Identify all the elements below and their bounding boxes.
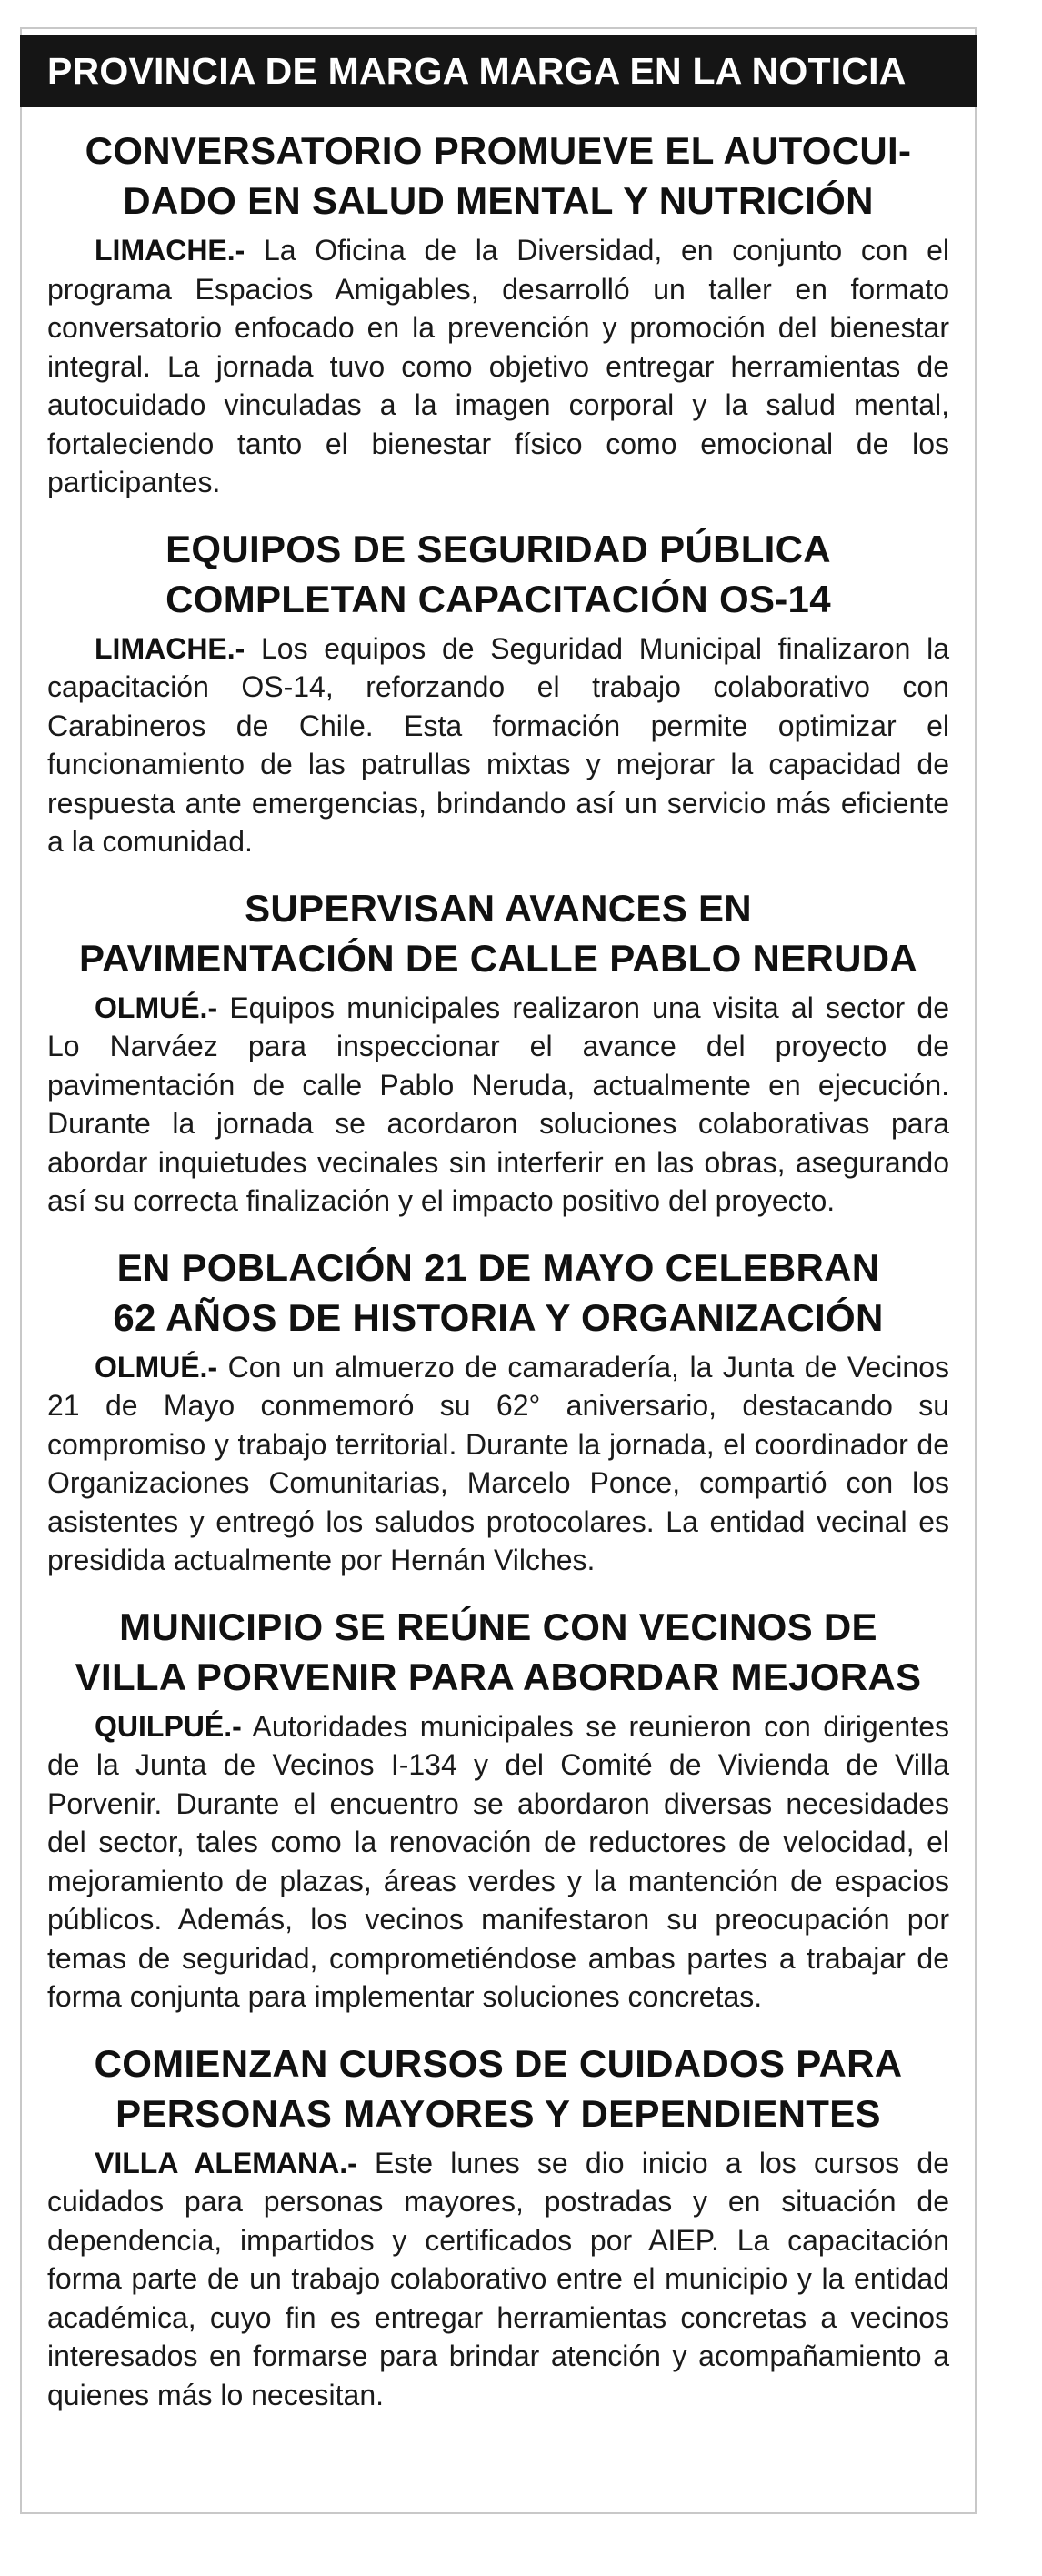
headline-line: COMIENZAN CURSOS DE CUIDADOS PARA	[94, 2041, 903, 2085]
headline-line: 62 AÑOS DE HISTORIA Y ORGANIZACIÓN	[113, 1295, 884, 1339]
article-dateline: QUILPUÉ.-	[95, 1709, 242, 1743]
article-text: Este lunes se dio inicio a los cursos de cuidados para personas mayores, postradas y en situación de dependencia, impartidos y certificados por AIEP. La capacitación forma parte de un trabajo colaborativo entre el municipio y la entidad académica, cuyo fin es entregar herramientas concretas a vecinos interesados en formarse para brindar atención y acompañamiento a quienes más lo necesitan.	[47, 2146, 950, 2411]
headline-line: SUPERVISAN AVANCES EN	[245, 886, 752, 930]
articles-column	[47, 126, 949, 2414]
section-header-bar	[20, 35, 977, 107]
article-headline	[47, 1243, 949, 1343]
article-dateline: OLMUÉ.-	[95, 1350, 218, 1384]
article-text: La Oficina de la Diversidad, en conjunto con el programa Espacios Amigables, desarrolló un taller en formato conversatorio enfocado en la prevención y promoción del bienestar integral. La jornada tuvo como objetivo entregar herramientas de autocuidado vinculadas a la imagen corporal y la salud mental, fortaleciendo tanto el bienestar físico como emocional de los participantes.	[47, 234, 950, 498]
headline-line: EN POBLACIÓN 21 DE MAYO CELEBRAN	[116, 1245, 880, 1289]
article-body	[47, 1707, 949, 2017]
article-body	[47, 1348, 949, 1580]
article-headline	[47, 524, 949, 624]
article-body	[47, 2144, 949, 2415]
news-article	[47, 1602, 949, 2017]
headline-line: CONVERSATORIO PROMUEVE EL AUTOCUI-	[85, 129, 912, 172]
news-article	[47, 126, 949, 502]
article-dateline: VILLA ALEMANA.-	[95, 2146, 357, 2179]
headline-line: EQUIPOS DE SEGURIDAD PÚBLICA	[165, 527, 831, 570]
news-article	[47, 2038, 949, 2415]
article-text: Con un almuerzo de camaradería, la Junta de Vecinos 21 de Mayo conmemoró su 62° aniversario, destacando su compromiso y trabajo territorial. Durante la jornada, el coordinador de Organizaciones Comunitarias, Marcelo Ponce, compartió con los asistentes y entregó los saludos protocolares. La entidad vecinal es presidida actualmente por Hernán Vilches.	[47, 1350, 950, 1576]
news-article	[47, 1243, 949, 1580]
article-dateline: LIMACHE.-	[95, 234, 245, 267]
headline-line: PAVIMENTACIÓN DE CALLE PABLO NERUDA	[78, 936, 918, 980]
article-body	[47, 989, 949, 1221]
article-headline	[47, 126, 949, 226]
article-headline	[47, 2038, 949, 2138]
headline-line: PERSONAS MAYORES Y DEPENDIENTES	[115, 2091, 881, 2135]
headline-line: MUNICIPIO SE REÚNE CON VECINOS DE	[119, 1605, 877, 1648]
headline-line: COMPLETAN CAPACITACIÓN OS-14	[165, 577, 831, 620]
article-headline	[47, 1602, 949, 1702]
article-text: Equipos municipales realizaron una visita al sector de Lo Narváez para inspeccionar el avance del proyecto de pavimentación de calle Pablo Neruda, actualmente en ejecución. Durante la jornada se acordaron soluciones colaborativas para abordar inquietudes vecinales sin interferir en las obras, asegurando así su correcta finalización y el impacto positivo del proyecto.	[47, 991, 950, 1217]
article-headline	[47, 883, 949, 983]
news-article	[47, 524, 949, 861]
headline-line: DADO EN SALUD MENTAL Y NUTRICIÓN	[123, 179, 874, 222]
article-body	[47, 629, 949, 861]
article-text: Los equipos de Seguridad Municipal finalizaron la capacitación OS-14, reforzando el trabajo colaborativo con Carabineros de Chile. Esta formación permite optimizar el funcionamiento de las patrullas mixtas y mejorar la capacidad de respuesta ante emergencias, brindando así un servicio más eficiente a la comunidad.	[47, 631, 950, 858]
article-body	[47, 231, 949, 502]
article-text: Autoridades municipales se reunieron con dirigentes de la Junta de Vecinos I-134 y del Comité de Vivienda de Villa Porvenir. Durante el encuentro se abordaron diversas necesidades del sector, tales como la renovación de reductores de velocidad, el mejoramiento de plazas, áreas verdes y la mantención de espacios públicos. Además, los vecinos manifestaron su preocupación por temas de seguridad, comprometiéndose ambas partes a trabajar de forma conjunta para implementar soluciones concretas.	[47, 1709, 950, 2013]
article-dateline: OLMUÉ.-	[95, 991, 218, 1024]
section-title: PROVINCIA DE MARGA MARGA EN LA NOTICIA	[47, 49, 907, 92]
article-dateline: LIMACHE.-	[95, 631, 245, 665]
headline-line: VILLA PORVENIR PARA ABORDAR MEJORAS	[75, 1655, 922, 1698]
news-article	[47, 883, 949, 1221]
